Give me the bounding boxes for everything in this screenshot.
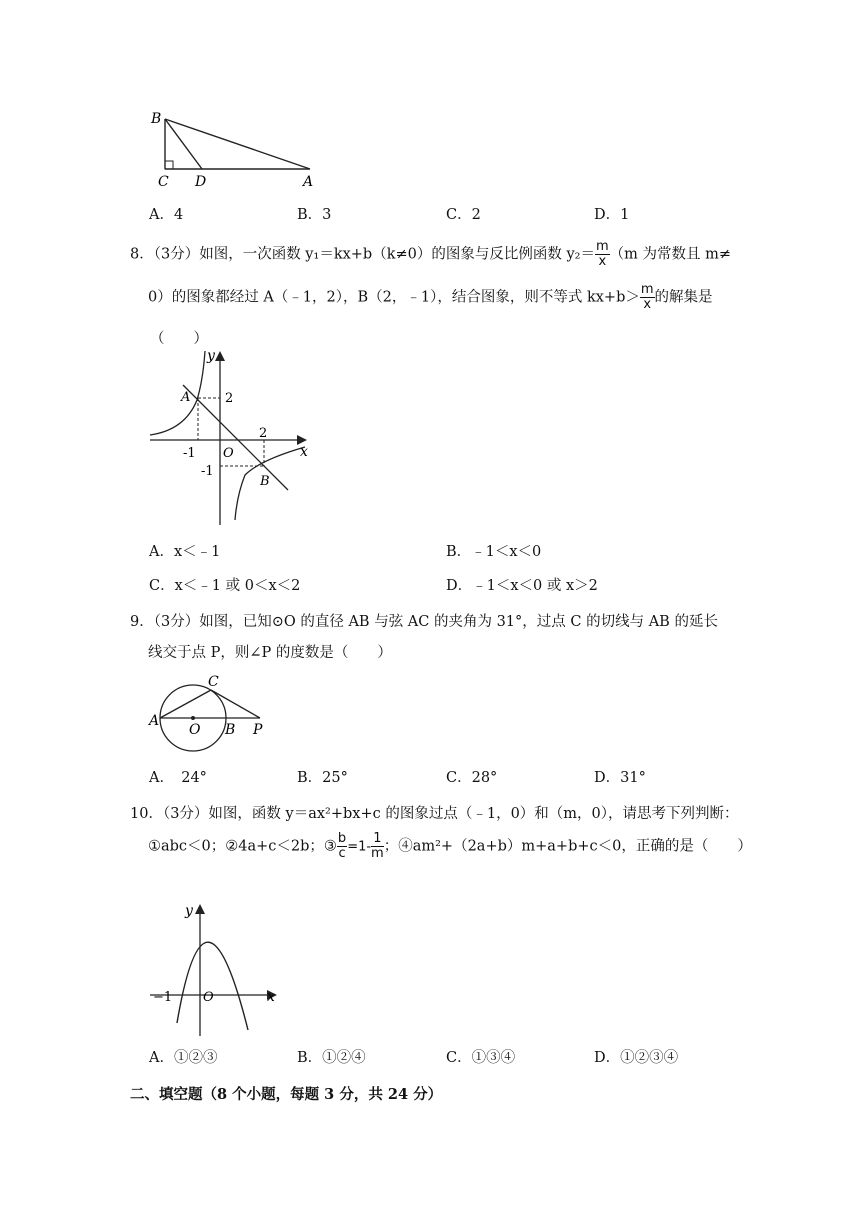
q8-label-x: x xyxy=(300,444,308,460)
q8-frac2 xyxy=(640,283,655,312)
q9-option-a[interactable]: A． 24° xyxy=(149,770,207,786)
q10-frac2 xyxy=(371,832,384,861)
q8-frac-den: x xyxy=(598,254,607,269)
q8-line2-pre: 0）的图象都经过 A（﹣1，2），B（2，﹣1），结合图象，则不等式 kx+b＞ xyxy=(148,289,640,306)
q8-line2 xyxy=(148,283,713,312)
q8-option-d[interactable]: D．﹣1＜x＜0 或 x＞2 xyxy=(446,578,598,594)
q10-frac1 xyxy=(337,832,347,861)
q9-label-a: A xyxy=(149,713,160,729)
q8-label-minus1x: -1 xyxy=(183,446,196,461)
q8-line1 xyxy=(130,240,731,269)
q7-option-b[interactable]: B．3 xyxy=(297,207,332,223)
q8-line2-post: 的解集是 xyxy=(654,289,713,306)
q8-frac2-num: m xyxy=(640,282,654,297)
q9-line2: 线交于点 P，则∠P 的度数是（ ） xyxy=(148,645,392,661)
q10-line1: 10．（3分）如图，函数 y＝ax²+bx+c 的图象过点（﹣1，0）和（m，0），请思考下列判断： xyxy=(130,806,739,822)
q10-parabola-figure xyxy=(145,898,285,1040)
q9-circle-figure xyxy=(145,668,275,768)
q8-label-o: O xyxy=(223,446,234,461)
q8-line1-post: （m 为常数且 m≠ xyxy=(609,246,732,263)
q8-answer-paren: （ ） xyxy=(150,331,208,347)
q9-label-o: O xyxy=(189,722,201,738)
q9-option-c[interactable]: C．28° xyxy=(446,770,498,786)
q8-label-minus1y: -1 xyxy=(201,464,214,479)
q8-label-a: A xyxy=(181,390,191,405)
q10-label-minus1: −1 xyxy=(153,990,173,1005)
q7-label-d: D xyxy=(195,174,207,190)
q10-label-y: y xyxy=(185,903,193,919)
q9-option-d[interactable]: D．31° xyxy=(594,770,646,786)
q9-label-b: B xyxy=(225,722,236,738)
q8-label-2x: 2 xyxy=(259,426,268,441)
q10-option-b[interactable]: B．①②④ xyxy=(297,1050,366,1066)
q10-line2 xyxy=(148,832,752,861)
q7-option-d[interactable]: D．1 xyxy=(594,207,630,223)
q8-frac-num: m xyxy=(595,239,609,254)
q8-option-a[interactable]: A．x＜﹣1 xyxy=(149,544,221,560)
q7-option-a[interactable]: A．4 xyxy=(149,207,184,223)
q10-line2-a: ①abc＜0；②4a+c＜2b；③ xyxy=(148,838,337,855)
q8-frac xyxy=(595,240,610,269)
q10-option-d[interactable]: D．①②③④ xyxy=(594,1050,679,1066)
q7-label-a: A xyxy=(303,174,314,190)
q10-line2-b: ；④am²+（2a+b）m+a+b+c＜0，正确的是（ ） xyxy=(383,838,752,855)
q10-frac1-den: c xyxy=(338,846,346,861)
q8-label-y: y xyxy=(207,348,215,364)
q8-frac2-den: x xyxy=(643,297,652,312)
q8-option-c[interactable]: C．x＜﹣1 或 0＜x＜2 xyxy=(149,578,301,594)
q9-label-p: P xyxy=(253,722,263,738)
q10-label-o: O xyxy=(203,990,214,1005)
q10-label-x: x xyxy=(267,989,275,1005)
section2-heading: 二、填空题（8 个小题，每题 3 分，共 24 分） xyxy=(130,1086,443,1103)
q10-frac1-num: b xyxy=(337,831,347,846)
q10-option-a[interactable]: A．①②③ xyxy=(149,1050,218,1066)
q10-eq-mid: =1- xyxy=(347,839,372,855)
q8-label-2y: 2 xyxy=(225,391,234,406)
q10-option-c[interactable]: C．①③④ xyxy=(446,1050,516,1066)
q9-line1: 9．（3分）如图，已知⊙O 的直径 AB 与弦 AC 的夹角为 31°，过点 C 的切线与 AB 的延长 xyxy=(130,614,718,630)
q9-option-b[interactable]: B．25° xyxy=(297,770,348,786)
q8-graph-figure xyxy=(145,345,320,530)
q8-line1-pre: 8．（3分）如图，一次函数 y₁＝kx+b（k≠0）的图象与反比例函数 y₂＝ xyxy=(130,246,595,263)
q7-option-c[interactable]: C．2 xyxy=(446,207,481,223)
q7-triangle-figure xyxy=(145,105,325,195)
q10-frac2-num: 1 xyxy=(371,832,384,847)
q8-label-b: B xyxy=(260,474,270,489)
q9-label-c: C xyxy=(208,674,219,690)
q7-label-b: B xyxy=(151,111,162,127)
q7-label-c: C xyxy=(158,174,169,190)
q10-frac2-den: m xyxy=(371,846,384,861)
q8-option-b[interactable]: B．﹣1＜x＜0 xyxy=(446,544,542,560)
